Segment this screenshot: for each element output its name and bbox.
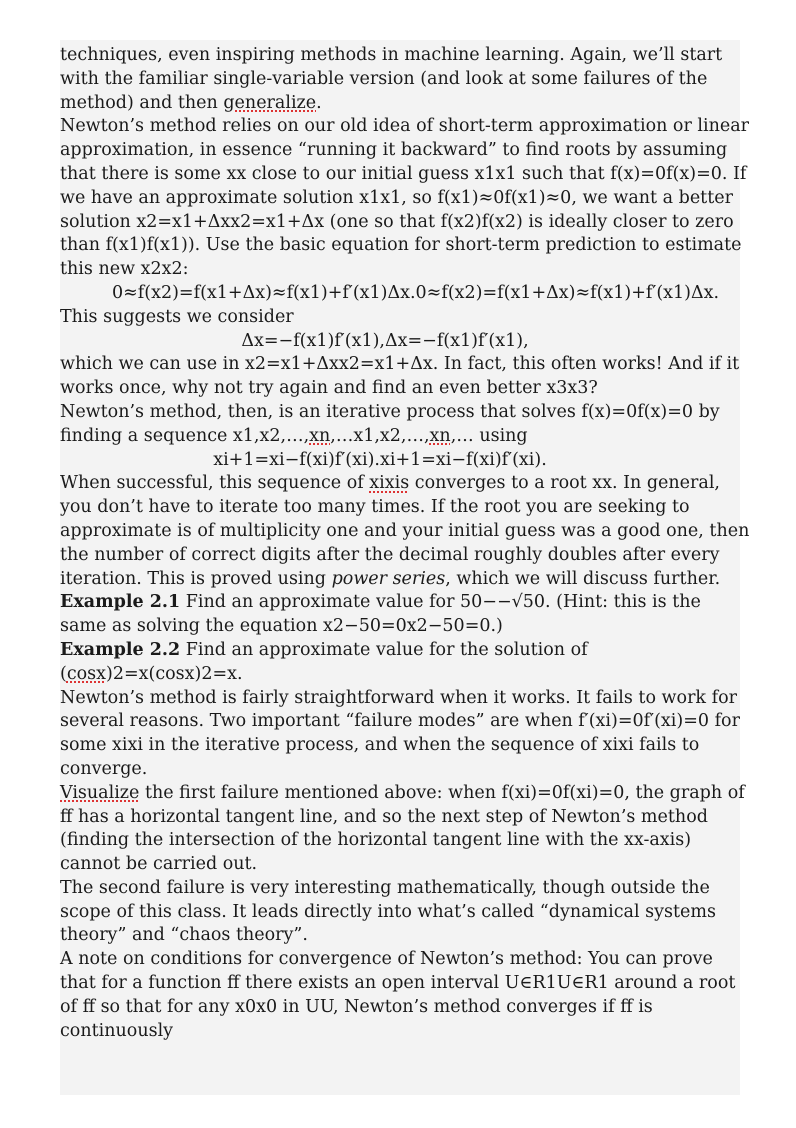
paragraph: Visualize the first failure mentioned above: when f(xi)=0f(xi)=0, the graph of ff has a horizontal tangent line, and so the next step of Newton’s method (finding the intersection of the horizontal tangent line with the xx-axis) cannot be carried out. [60,782,745,875]
paragraph: Newton’s method relies on our old idea of short-term approximation or linear approximation, in essence “running it backward” to find roots by assuming that there is some xx close to our initial guess x1x1 such that f(x)=0f(x)=0. If we have an approximate solution x1x1, so f(x1)≈0f(x1)≈0, we want a better solution x2=x1+Δxx2=x1+Δx (one so that f(x2)f(x2) is ideally closer to zero than f(x1)f(x1)). Use the basic equation for short-term prediction to estimate this new x2x2: [60,116,750,280]
paragraph: A note on conditions for convergence of Newton’s method: You can prove that for a function ff there exists an open interval U∈R1U∈R1 around a root of ff so that for any x0x0 in UU, Newton’s method converges if ff is continuously [60,949,736,1041]
equation: 0≈f(x2)=f(x1+Δx)≈f(x1)+f′(x1)Δx.0≈f(x2)=f(x1+Δx)≈f(x1)+f′(x1)Δx. [112,282,720,303]
paragraph: This suggests we consider [60,306,294,327]
spellcheck-word[interactable]: cosx [66,663,107,684]
equation: Δx=−f(x1)f′(x1),Δx=−f(x1)f′(x1), [241,330,529,351]
paragraph: Newton’s method, then, is an iterative process that solves f(x)=0f(x)=0 by finding a sequence x1,x2,…,xn,…x1,x2,…,xn,… using [60,401,720,446]
paragraph: The second failure is very interesting mathematically, though outside the scope of this class. It leads directly into what’s called “dynamical systems theory” and “chaos theory”. [60,877,716,946]
spellcheck-word[interactable]: Visualize [60,782,140,803]
spellcheck-word[interactable]: generalize [223,92,317,113]
paragraph: which we can use in x2=x1+Δxx2=x1+Δx. In fact, this often works! And if it works once, why not try again and find an even better x3x3? [60,354,740,399]
example-label: Example 2.2 [60,639,181,660]
paragraph: Newton’s method is fairly straightforward when it works. It fails to work for several reasons. Two important “failure modes” are when f′(xi)=0f′(xi)=0 for some xixi in the iterative process, and when the sequence of xixi fails to converge. [60,687,740,779]
paragraph: When successful, this sequence of xixis converges to a root xx. In general, you don’t have to iterate too many times. If the root you are seeking to approximate is of multiplicity one and your initial guess was a good one, then the number of correct digits after the decimal roughly doubles after every iteration. This is proved using power series, which we will discuss further. [60,473,750,589]
example-label: Example 2.1 [60,592,181,613]
equation: xi+1=xi−f(xi)f′(xi).xi+1=xi−f(xi)f′(xi). [213,449,547,470]
example: Example 2.2 Find an approximate value for the solution of (cosx)2=x(cosx)2=x. [60,639,588,684]
document-body [60,44,750,1043]
spellcheck-word[interactable]: xn [309,425,331,446]
example: Example 2.1 Find an approximate value for 50−−√50. (Hint: this is the same as solving the equation x2−50=0x2−50=0.) [60,592,701,637]
paragraph: techniques, even inspiring methods in machine learning. Again, we’ll start with the familiar single-variable version (and look at some failures of the method) and then generalize. [60,45,723,113]
spellcheck-word[interactable]: xixis [369,473,410,494]
spellcheck-word[interactable]: xn [429,425,451,446]
